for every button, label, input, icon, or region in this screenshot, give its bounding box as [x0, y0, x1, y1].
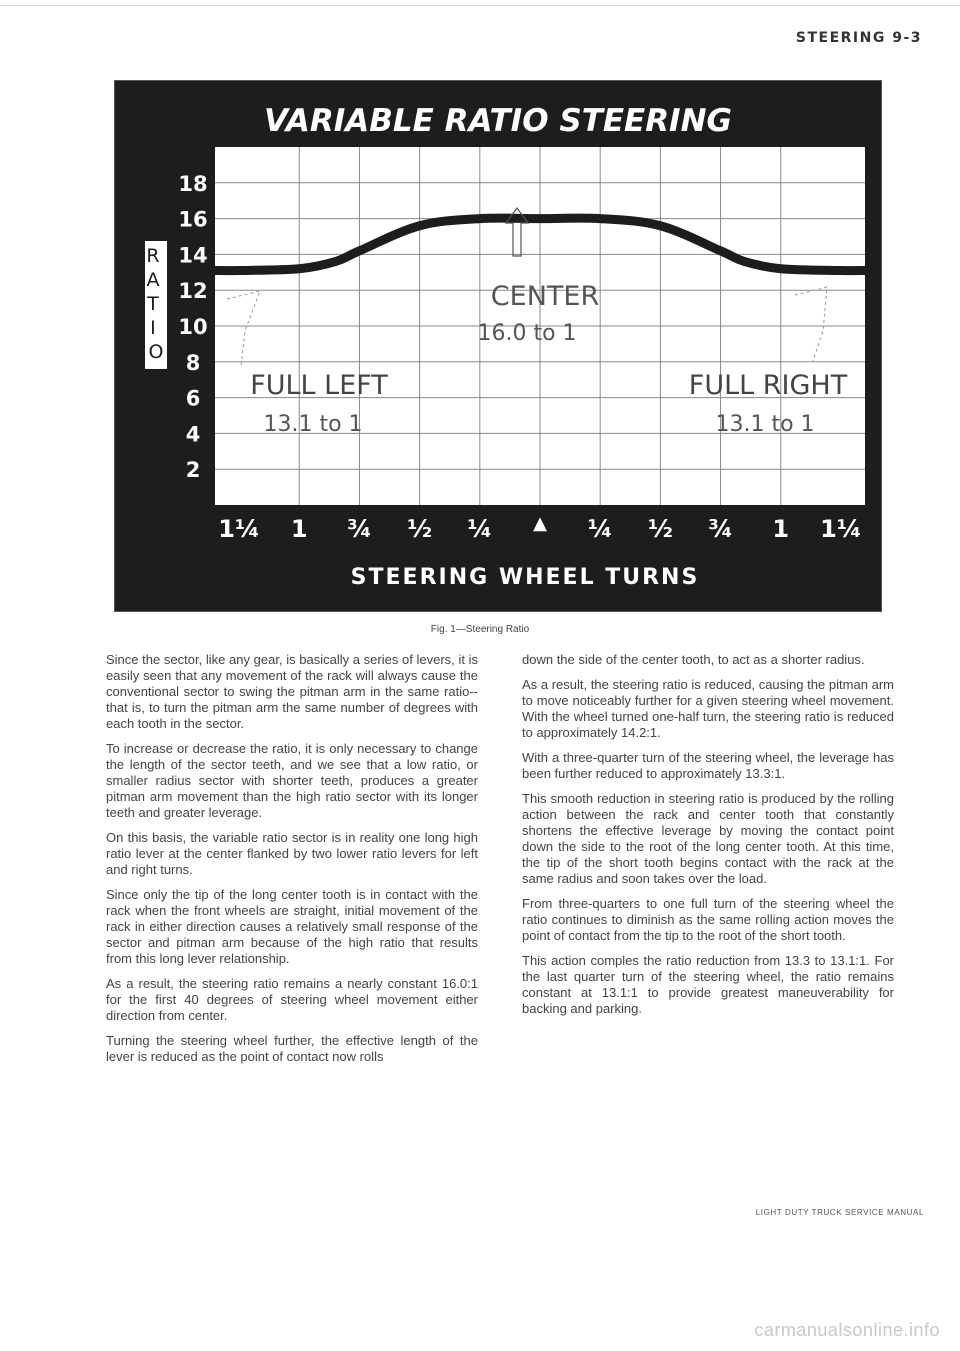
site-watermark: carmanualsonline.info	[754, 1320, 940, 1340]
y-axis-ticks	[178, 172, 207, 482]
figure-title: VARIABLE RATIO STEERING	[264, 103, 732, 139]
y-axis-title-letter: I	[150, 317, 156, 339]
body-paragraph: On this basis, the variable ratio sector is in reality one long high ratio lever at the center flanked by two lower ratio levers for left and right turns.	[106, 830, 478, 877]
y-axis-title-letter: R	[146, 245, 160, 267]
x-axis-title: STEERING WHEEL TURNS	[350, 565, 700, 590]
x-tick-label: 1	[290, 515, 308, 543]
y-tick-label: 12	[178, 279, 208, 304]
x-tick-label: 1¼	[820, 515, 862, 543]
body-paragraph: From three-quarters to one full turn of the steering wheel the ratio continues to diminish as the same rolling action moves the point of contact from the tip to the root of the short tooth.	[522, 896, 894, 943]
body-column-right	[522, 652, 894, 1026]
full-right-label: FULL RIGHT	[688, 370, 848, 401]
y-tick-label: 8	[185, 350, 201, 375]
x-tick-label: ¼	[587, 515, 613, 543]
body-paragraph: To increase or decrease the ratio, it is only necessary to change the length of the sector teeth, and we see that a low ratio, or smaller radius sector with shorter teeth, produces a greater pitman arm movement than the high ratio sector with its longer teeth and greater leverage.	[106, 741, 478, 820]
header-rule	[0, 5, 960, 6]
center-label: CENTER	[490, 281, 600, 312]
body-paragraph: Since only the tip of the long center tooth is in contact with the rack when the front wheels are straight, initial movement of the rack in either direction causes a relatively small response of the sector and pitman arm because of the high ratio that results from this long lever relationship.	[106, 887, 478, 966]
y-tick-label: 16	[178, 207, 208, 232]
body-paragraph: down the side of the center tooth, to act as a shorter radius.	[522, 652, 865, 667]
running-head: STEERING 9-3	[795, 30, 922, 46]
x-tick-label: ¾	[347, 515, 372, 543]
body-paragraph: This smooth reduction in steering ratio is produced by the rolling action between the rack and center tooth that constantly shortens the effective leverage by moving the contact point down the side to the root of the long center tooth. At this time, the tip of the short tooth begins contact with the rack at the same radius and soon takes over the load.	[522, 791, 894, 886]
body-paragraph: With a three-quarter turn of the steering wheel, the leverage has been further reduced to approximately 13.3:1.	[522, 750, 894, 781]
body-paragraph: Turning the steering wheel further, the effective length of the lever is reduced as the point of contact now rolls	[106, 1033, 478, 1064]
y-axis-title-letter: T	[147, 293, 159, 315]
y-tick-label: 6	[185, 386, 201, 411]
body-column-left	[106, 652, 478, 1074]
x-tick-label: ¼	[467, 515, 493, 543]
x-tick-label: 1¼	[218, 515, 260, 543]
y-axis-title-letter: O	[148, 341, 164, 363]
y-axis-title-letter: A	[146, 269, 160, 291]
figure-caption: Fig. 1—Steering Ratio	[430, 624, 530, 635]
body-paragraph: Since the sector, like any gear, is basically a series of levers, it is easily seen that any movement of the rack will always cause the conventional sector to swing the pitman arm in the same ratio--that is, to turn the pitman arm the same number of degrees with each tooth in the sector.	[106, 652, 478, 731]
body-paragraph: As a result, the steering ratio remains a nearly constant 16.0:1 for the first 40 degrees of steering wheel movement either direction from center.	[106, 976, 478, 1023]
body-paragraph: As a result, the steering ratio is reduced, causing the pitman arm to move noticeably further for a given steering wheel movement. With the wheel turned one-half turn, the steering ratio is reduced to approximately 14.2:1.	[522, 677, 894, 740]
y-tick-label: 14	[178, 243, 208, 268]
center-ratio-label: 16.0 to 1	[477, 321, 577, 346]
x-axis-ticks	[218, 513, 861, 543]
x-tick-label: ¾	[708, 515, 733, 543]
full-left-label: FULL LEFT	[250, 370, 388, 401]
full-right-ratio-label: 13.1 to 1	[715, 412, 815, 437]
body-paragraph: This action comples the ratio reduction from 13.3 to 13.1:1. For the last quarter turn of the steering wheel, the ratio remains constant at 13.1:1 to provide greatest maneuverability for backing and parking.	[522, 953, 894, 1016]
y-tick-label: 10	[178, 315, 208, 339]
x-tick-label: ½	[647, 515, 673, 543]
x-tick-label: ½	[407, 515, 433, 543]
x-tick-label: 1	[772, 515, 790, 543]
y-axis-title-box	[145, 241, 167, 369]
x-tick-label: ▲	[533, 513, 547, 534]
y-tick-label: 18	[178, 171, 208, 196]
y-tick-label: 4	[185, 422, 201, 447]
steering-ratio-figure	[114, 80, 882, 612]
y-tick-label: 2	[185, 458, 201, 483]
full-left-ratio-label: 13.1 to 1	[263, 412, 363, 437]
page-footer: LIGHT DUTY TRUCK SERVICE MANUAL	[755, 1208, 924, 1217]
y-axis-title	[146, 245, 165, 363]
